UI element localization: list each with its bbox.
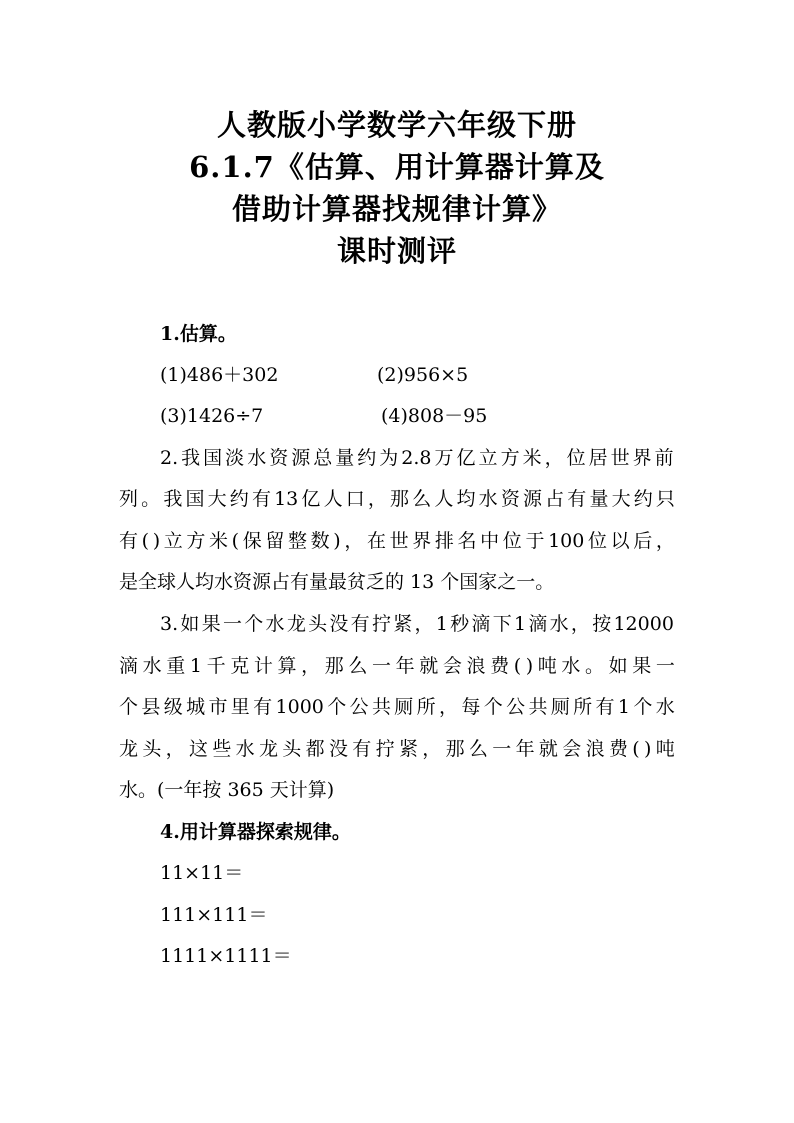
question-3-line-3: 个 县 级 城 市 里 有 1000 个 公 共 厕 所 ， 每 个 公 共 厕 所 有 1 个 水 <box>119 696 675 718</box>
question-2-line-3: 有 ( ) 立 方 米 ( 保 留 整 数 ) ， 在 世 界 排 名 中 位 于 100 位 以 后 ， <box>119 530 675 552</box>
question-2-line-2: 列 。 我 国 大 约 有 13 亿 人 口 ， 那 么 人 均 水 资 源 占 有 量 大 约 只 <box>119 488 675 510</box>
question-3-line-4: 龙 头 ， 这 些 水 龙 头 都 没 有 拧 紧 ， 那 么 一 年 就 会 浪 费 ( ) 吨 <box>119 738 675 760</box>
question-1-heading: 1.估算。 <box>160 323 237 345</box>
question-1-item-4: (4)808－95 <box>381 405 488 427</box>
question-3-line-2: 滴 水 重 1 千 克 计 算 ， 那 么 一 年 就 会 浪 费 ( ) 吨 水 。 如 果 一 <box>119 655 675 677</box>
question-1-item-1: (1)486＋302 <box>160 364 279 386</box>
question-2-line-1: 2. 我 国 淡 水 资 源 总 量 约 为 2.8 万 亿 立 方 米 ， 位 居 世 界 前 <box>160 447 674 469</box>
question-4-equation-3: 1111×1111＝ <box>160 945 292 967</box>
question-1-item-3: (3)1426÷7 <box>160 405 264 427</box>
title-line-3: 借助计算器找规律计算》 <box>231 192 562 226</box>
question-4-equation-1: 11×11＝ <box>160 862 244 884</box>
question-3-line-5: 水。(一年按 365 天计算) <box>119 779 335 801</box>
question-3-line-1: 3. 如 果 一 个 水 龙 头 没 有 拧 紧 ， 1 秒 滴 下 1 滴 水 ， 按 12000 <box>160 613 674 635</box>
title-line-1: 人教版小学数学六年级下册 <box>216 108 577 142</box>
question-2-line-4: 是全球人均水资源占有量最贫乏的 13 个国家之一。 <box>119 571 555 593</box>
title-line-4: 课时测评 <box>336 234 457 268</box>
question-4-heading: 4.用计算器探索规律。 <box>160 821 351 843</box>
title-line-2: 6.1.7《估算、用计算器计算及 <box>189 150 605 184</box>
question-1-item-2: (2)956×5 <box>377 364 469 386</box>
question-4-equation-2: 111×111＝ <box>160 904 268 926</box>
